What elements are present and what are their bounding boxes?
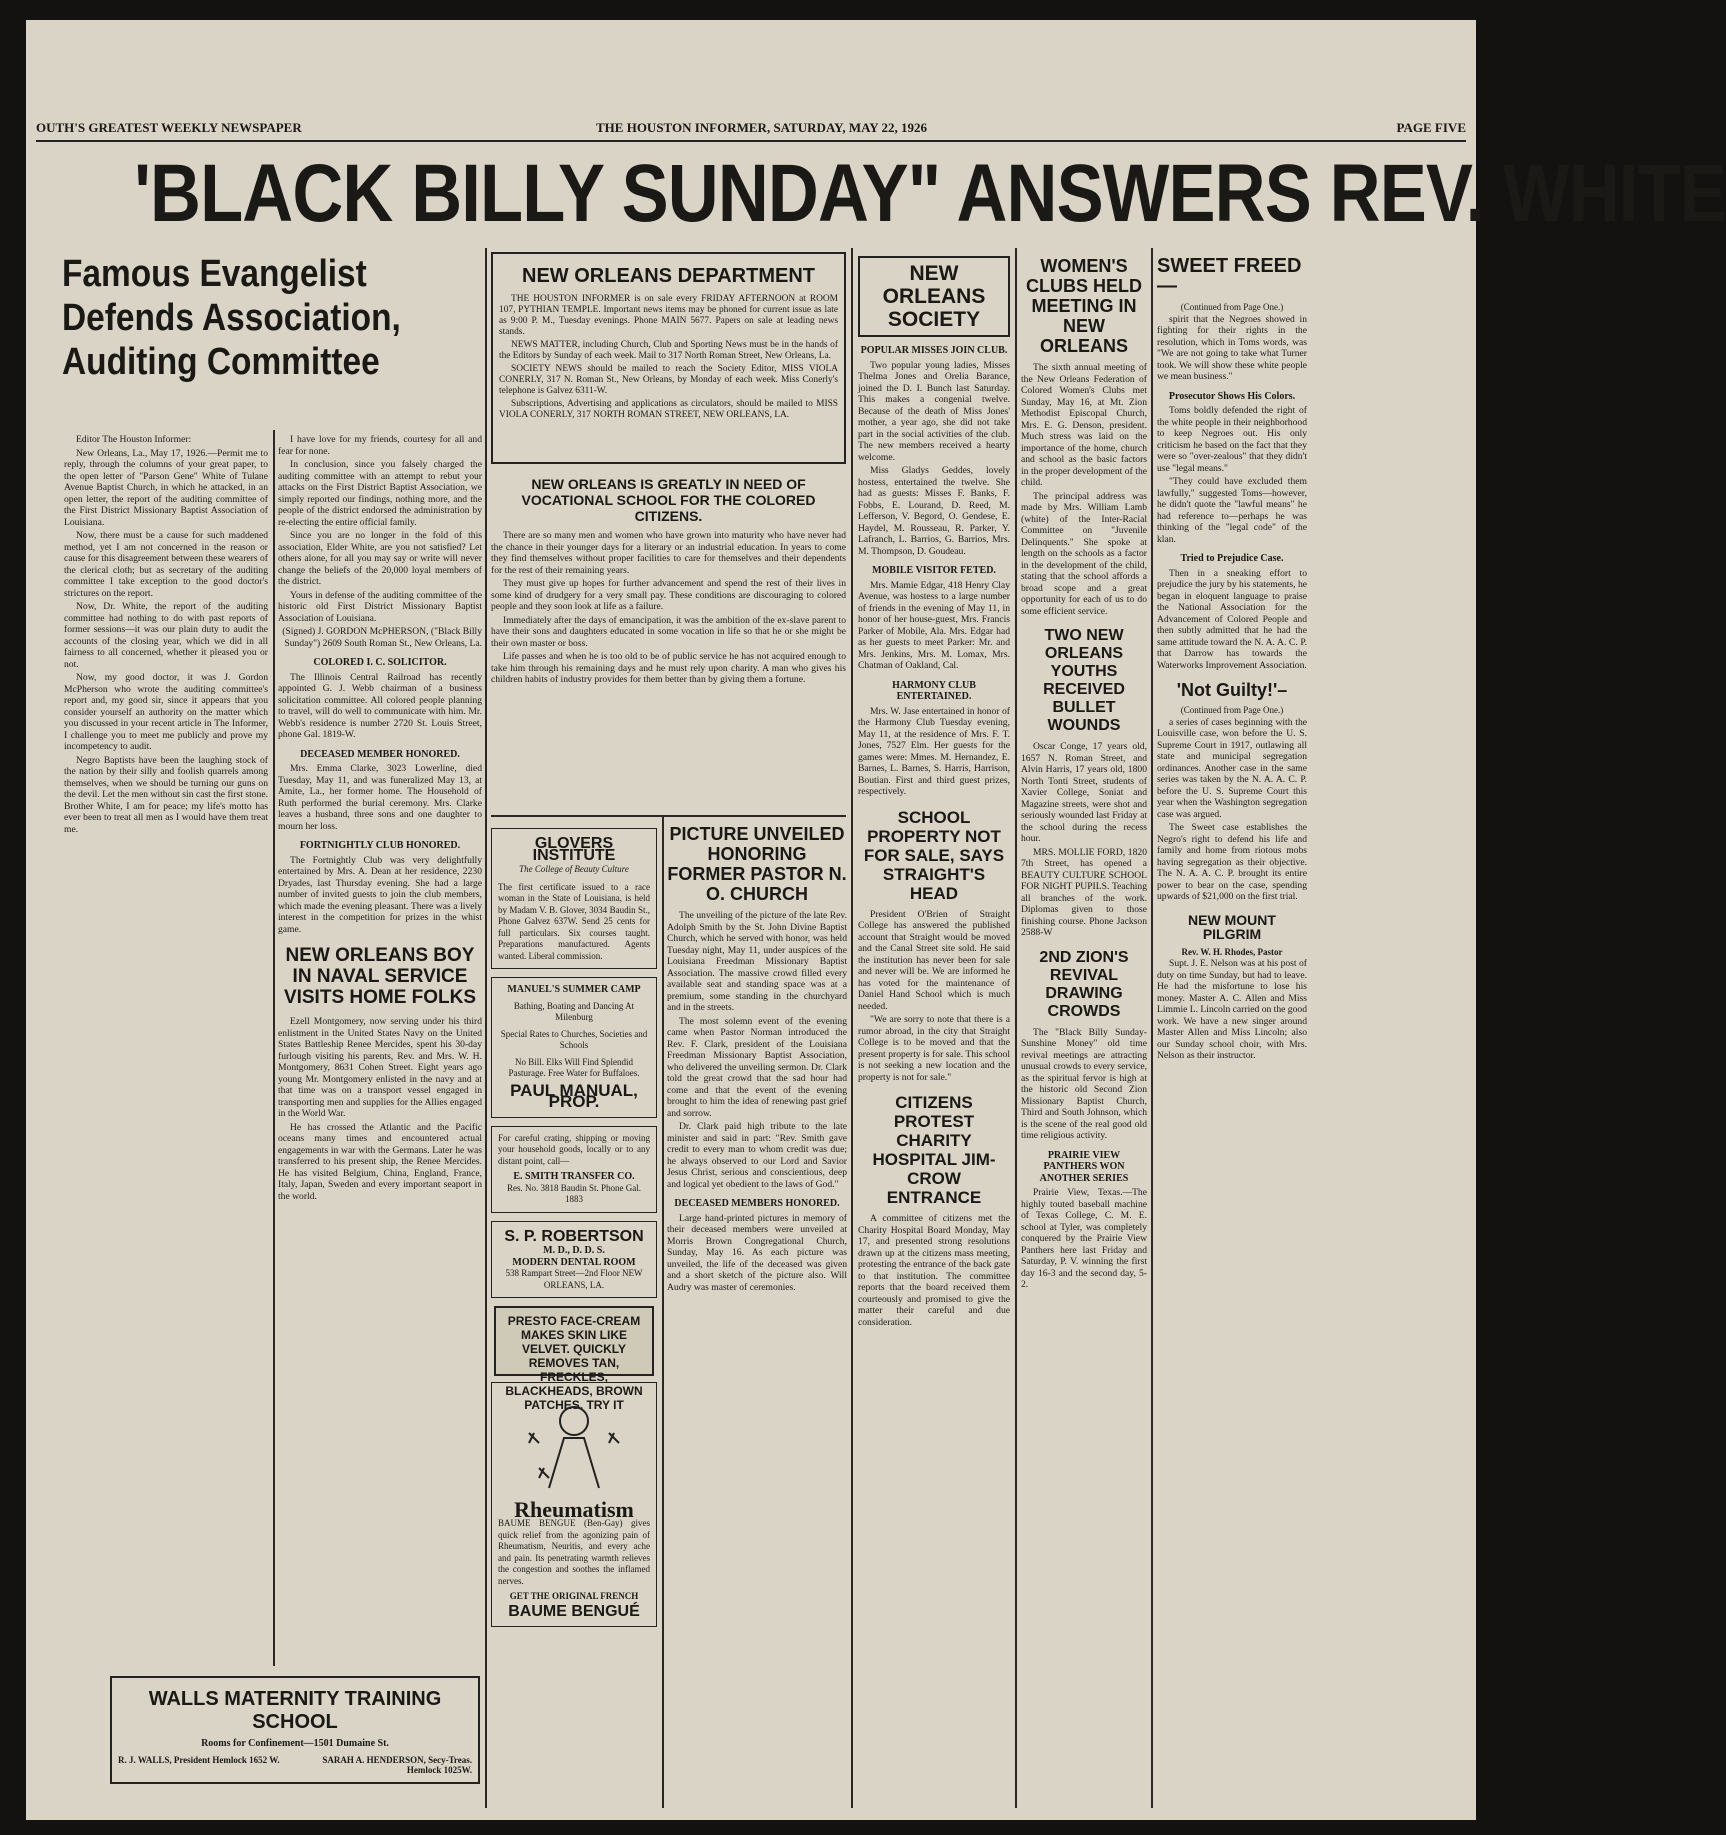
transfer-body: For careful crating, shipping or moving your household goods, locally or to any distant point, call— [498, 1132, 650, 1166]
masthead-tagline: OUTH'S GREATEST WEEKLY NEWSPAPER [36, 120, 302, 135]
womens-clubs-headline: WOMEN'S CLUBS HELD MEETING IN NEW ORLEANS [1026, 256, 1142, 356]
mount-pilgrim-headline: NEW MOUNT PILGRIM [1188, 911, 1276, 942]
paragraph: Large hand-printed pictures in memory of their deceased members were unveiled at Morris Brown Congregational Church, Sunday, May 16. As each picture was unveiled, the life of the deceased was given and a short sketch of the picture also. Will Audry was master of ceremonies. [667, 1212, 847, 1293]
evangelist-headline: Famous Evangelist Defends Association, Auditing Committee [62, 253, 401, 383]
paragraph: Now, Dr. White, the report of the auditing committee had nothing to do with past reports of former sessions—it was our plain duty to audit the accounts of the closing year, which we did in all fairness to all concerned, whether it pleased you or not. [64, 601, 268, 670]
charity-hospital-headline: CITIZENS PROTEST CHARITY HOSPITAL JIM-CROW ENTRANCE [872, 1093, 996, 1207]
paragraph: The "Black Billy Sunday-Sunshine Money" old time revival meetings are attracting unusual crowds to every service, as the spiritual fervor is high at the historic old Second Zion Missionary Baptist Church, Third and South Johnson, which is the scene of the real good old time religious activity. [1021, 1026, 1147, 1141]
paragraph: Editor The Houston Informer: [76, 434, 192, 445]
dentist-ad [491, 1221, 657, 1299]
paragraph: Mrs. W. Jase entertained in honor of the Harmony Club Tuesday evening, May 11, at the residence of Mrs. F. T. Jones, 7527 Elm. Her guests for the games were: Mmes. M. Hernandez, E. Barnes, L. Barnes, S. Harris, Harrison, Boutian. First and third guest prizes, respectively. [858, 705, 1010, 797]
paragraph: Toms boldly defended the right of the white people in their neighborhood to keep Negroes out. His only criticism he based on the fact that they were so "over-zealous" that they didn't use "legal means." [1157, 405, 1307, 474]
paragraph: Mrs. Emma Clarke, 3023 Lowerline, died Tuesday, May 11, and was funeralized May 13, at Amite, La., her former home. The Household of Ruth performed the burial ceremony. Mrs. Clarke leaves a husband, three sons and one daughter to mourn her loss. [278, 763, 482, 832]
rheumatism-title: Rheumatism [514, 1496, 634, 1522]
subhead: COLORED I. C. SOLICITOR. [313, 657, 447, 668]
society-title: NEW ORLEANS SOCIETY [858, 256, 1010, 337]
main-headline: 'BLACK BILLY SUNDAY" ANSWERS REV. WHITE [134, 148, 1726, 239]
picture-unveiled-article [667, 820, 847, 1810]
paragraph: I have love for my friends, courtesy for all and fear for none. [278, 434, 482, 457]
paragraph: The principal address was made by Mrs. William Lamb (white) of the Inter-Racial Committee on "Juvenile Delinquents." She spoke at length on the schools as a factor in the development of the child, stating that the school affords a broad scope and a great opportunity for each of us to do some efficient service. [1021, 490, 1147, 617]
paragraph: NEWS MATTER, including Church, Club and Sporting News must be in the hands of the Editors by Sunday of each week. Mail to 317 North Roman Street, New Orleans, La. [499, 340, 838, 361]
paragraph: A committee of citizens met the Charity Hospital Board Monday, May 17, and presented strong resolutions drawn up at the citizens mass meeting, protesting the entrance of the back gate to that institution. The committee reports that the board received them courteously and promised to give the matter their careful and due consideration. [858, 1213, 1010, 1328]
evangelist-letter-column-continued [278, 434, 482, 1664]
walls-ad-title: WALLS MATERNITY TRAINING SCHOOL [148, 1688, 442, 1733]
subhead: Tried to Prejudice Case. [1180, 553, 1284, 564]
paragraph: Dr. Clark paid high tribute to the late minister and said in part: "Rev. Smith gave credit to every man to whom credit was due; he always observed to our Lord and Savior Jesus Christ, serious and conscientious, deep and logical yet obedient to the laws of God." [667, 1121, 847, 1190]
not-guilty-headline: 'Not Guilty!'– [1176, 680, 1288, 700]
ads-column [491, 820, 657, 1810]
subhead: MOBILE VISITOR FETED. [872, 565, 996, 576]
continued-note: (Continued from Page One.) [1180, 705, 1284, 715]
camp-title: MANUEL'S SUMMER CAMP [507, 984, 641, 995]
paragraph: Then in a sneaking effort to prejudice the jury by his statements, he began in eloquent language to praise the National Association for the Advancement of Colored People and then subtly admitted that he had the same attitude toward the N. A. A. C. P. that Darrow has towards the Waterworks Improvement Association. [1157, 567, 1307, 671]
paragraph: a series of cases beginning with the Louisville case, won before the U. S. Supreme Court in 1917, outlawing all state and municipal segregation ordinances. Another case in the same series was taken by the N. A. A. C. P. before the U. S. Supreme Court this year when the Washington segregation case was argued. [1157, 716, 1307, 820]
masthead-page-number: PAGE FIVE [1396, 120, 1466, 135]
camp-line: Special Rates to Churches, Societies and Schools [500, 1028, 648, 1050]
rheumatism-brand: BAUME BENGUÉ [508, 1602, 640, 1620]
subhead: DECEASED MEMBERS HONORED. [674, 1198, 840, 1209]
paragraph: Immediately after the days of emancipation, it was the ambition of the ex-slave parent to have their sons and daughters educated in some vocation in life so that he or she might be their own master or boss. [491, 614, 846, 649]
evangelist-headline-block [62, 252, 482, 430]
subhead: PRAIRIE VIEW PANTHERS WON ANOTHER SERIES [1039, 1149, 1129, 1184]
paragraph: Negro Baptists have been the laughing stock of the nation by their silly and foolish quarrels among themselves, when we should be turning our guns on the devil. Let the men without sin cast the first stone. Brother White, I am for peace; my life's motto has ever been to treat all men as I would have them treat me. [64, 754, 268, 835]
glovers-body: The first certificate issued to a race woman in the State of Louisiana, is held by Madam V. B. Glover, 3034 Baudin St., Phone Galvez 637W. Send 25 cents for full particulars. Six courses taught. Preparations manufactured. Agents wanted. Liberal commission. [498, 881, 650, 961]
paragraph: The Illinois Central Railroad has recently appointed G. J. Webb chairman of a business solicitation committee. All colored people planning to travel, will do well to communicate with him. Mr. Webb's residence is number 2720 St. Louis Street, phone Gal. 1819-W. [278, 671, 482, 740]
rheumatism-body: BAUME BENGUE (Ben-Gay) gives quick relief from the agonizing pain of Rheumatism, Neuritis, and every ache and pain. Its penetrating warmth relieves the congestion and soothes the inflamed nerves. [498, 1518, 650, 1586]
dentist-address: 538 Rampart Street—2nd Floor NEW ORLEANS, LA. [505, 1268, 643, 1290]
paragraph: SOCIETY NEWS should be mailed to reach the Society Editor, MISS VIOLA CONERLY, 317 N. Roman St., New Orleans, by Monday of each week. Miss Conerly's telephone is Galvez 6311-W. [499, 364, 838, 396]
paragraph: The unveiling of the picture of the late Rev. Adolph Smith by the St. John Divine Baptist Church, which he served with honor, was held Tuesday night, May 11, under auspices of the Louisiana Freedman Missionary Baptist Association. The massive crowd filled every available seat and standing space was at a premium, some standing in the churchyard and in the streets. [667, 910, 847, 1013]
womens-clubs-column [1021, 252, 1147, 1808]
subhead: POPULAR MISSES JOIN CLUB. [860, 345, 1008, 356]
subhead: Prosecutor Shows His Colors. [1168, 390, 1296, 402]
sweet-freed-headline: SWEET FREED— [1157, 255, 1302, 297]
paragraph: Life passes and when he is too old to be of public service he has not acquired enough to take him through his remaining days and he must rely upon charity. A man who gives his children habits of industry provides for them better than by giving them a fortune. [491, 651, 846, 685]
bullet-wounds-headline: TWO NEW ORLEANS YOUTHS RECEIVED BULLET WOUNDS [1043, 627, 1125, 734]
naval-boy-headline: NEW ORLEANS BOY IN NAVAL SERVICE VISITS HOME FOLKS [283, 945, 477, 1008]
transfer-name: E. SMITH TRANSFER CO. [513, 1171, 635, 1182]
paragraph: President O'Brien of Straight College has answered the published account that Straight would be moved and the Canal Street site sold. He said the institution has never been for sale and never will be. We are informed he has voted for the maintenance of Daniel Hand School which is much needed. [858, 908, 1010, 1012]
aching-figure-icon [499, 1393, 649, 1493]
transfer-company-ad [491, 1126, 657, 1213]
subhead: FORTNIGHTLY CLUB HONORED. [299, 840, 461, 851]
paragraph: The most solemn event of the evening came when Pastor Norman introduced the Rev. F. Clark, president of the Louisiana Freedman Missionary Baptist Association, who delivered the unveiling sermon. Dr. Clark told the great crowd that the sad hour had come and that the event of the evening brought to him the idea of renewing past grief and sorrow. [667, 1015, 847, 1119]
paragraph: Yours in defense of the auditing committee of the historic old First District Missionary Baptist Association of Louisiana. [278, 589, 482, 624]
paragraph: spirit that the Negroes showed in fighting for their rights in the resolution, which in Toms words, was "We are not going to take what Turner took. We will show these white people we mean business." [1157, 313, 1307, 382]
dentist-name: S. P. ROBERTSON [504, 1227, 644, 1245]
camp-line: Bathing, Boating and Dancing At Milenburg [513, 1000, 635, 1022]
masthead-dateline: THE HOUSTON INFORMER, SATURDAY, MAY 22, 1926 [596, 120, 927, 135]
paragraph: The sixth annual meeting of the New Orleans Federation of Colored Women's Clubs met Sunday, May 16, at Mt. Zion Methodist Episcopal Church, Mrs. E. G. Denson, president. Much stress was laid on the importance of the home, church and school as the basic factors in the proper development of the child. [1021, 362, 1147, 488]
signature: (Signed) J. GORDON McPHERSON, ("Black Billy Sunday") 2609 South Roman St., New Orleans, La. [282, 626, 482, 649]
paragraph: Miss Gladys Geddes, lovely hostess, entertained the twelve. She had as guests: Misses F. Banks, F. Fobbs, E. Lourand, D. Reed, M. Lefferson, V. Begord, O. Gendese, E. Haydel, M. Rousseau, R. Parker, Y. Lafranch, L. Barrios, G. Barrios, Mrs. M. Thompson, D. Goudeau. [858, 465, 1010, 557]
paragraph: New Orleans, La., May 17, 1926.—Permit me to reply, through the columns of your great paper, to the open letter of "Parson Gene" White of Tulane Avenue Baptist Church, in which he attacked, in an open letter, the report of the auditing committee of the First District Missionary Baptist Association of Louisiana. [64, 447, 268, 528]
paragraph: Prairie View, Texas.—The highly touted baseball machine of Texas College, C. M. E. school at Tyler, was completely conquered by the Prairie View Panthers here last Friday and Saturday, P. V. winning the first day 16-3 and the second day, 5-2. [1021, 1187, 1147, 1290]
paragraph: Since you are no longer in the fold of this association, Elder White, are you not satisfied? Let others alone, for all you may say or write will never change the beliefs of the 20,000 loyal members of the district. [278, 530, 482, 587]
sweet-freed-column [1157, 252, 1307, 1808]
rheumatism-cta: GET THE ORIGINAL FRENCH [509, 1591, 639, 1601]
walls-ad-secretary: SARAH A. HENDERSON, Secy-Treas. Hemlock 1025W. [322, 1755, 472, 1775]
rheumatism-ad [491, 1382, 657, 1627]
manuels-camp-ad [491, 977, 657, 1118]
paragraph: Now, there must be a cause for such maddened method, yet I am not concerned in the reason or cause for this disagreement between these wearers of the clerical cloth; but as secretary of the auditing committee I take exception to the good doctor's strictures on the report. [64, 530, 268, 599]
paragraph: They must give up hopes for further advancement and spend the rest of their lives in some kind of drudgery for a very small pay. These conditions are discouraging to colored people and they soon look at life as a failure. [491, 578, 846, 612]
transfer-address: Res. No. 3818 Baudin St. Phone Gal. 1883 [507, 1182, 641, 1204]
walls-maternity-ad [110, 1676, 480, 1784]
evangelist-letter-column [64, 434, 268, 1664]
paragraph: MRS. MOLLIE FORD, 1820 7th Street, has opened a BEAUTY CULTURE SCHOOL FOR NIGHT PUPILS. Teaching all branches of the work. Diplomas given to those finishing course. Phone Jackson 2588-W [1021, 846, 1147, 938]
department-title: NEW ORLEANS DEPARTMENT [522, 265, 815, 287]
dentist-room: MODERN DENTAL ROOM [512, 1256, 636, 1268]
paragraph: The Sweet case establishes the Negro's right to defend his life and family and home from riotous mobs having segregation as their objective. The N. A. A. C. P. brought its entire power to bear on the case, spending upwards of $21,000 on the first trial. [1157, 822, 1307, 902]
presto-face-cream-icon: PRESTO FACE-CREAM MAKES SKIN LIKE VELVET. QUICKLY REMOVES TAN, FRECKLES, BLACKHEADS, BROWN PATCHES. TRY IT [494, 1306, 654, 1376]
paragraph: There are so many men and women who have grown into maturity who have never had the chance in their younger days for a literary or an industrial education. In years to come they find themselves without proper facilities to care for themselves and their dependents for the rest of their remaining years. [491, 530, 846, 576]
subhead: HARMONY CLUB ENTERTAINED. [892, 679, 976, 702]
paragraph: Two popular young ladies, Misses Thelma Jones and Orelia Barance, joined the D. I. Bunch last Saturday. This makes a congenial twelve. Because of the death of Miss Jones' mother, a year ago, she did not take part in the social activities of the club. The new members received a hearty welcome. [858, 359, 1010, 463]
masthead [36, 118, 1466, 142]
camp-proprietor: PAUL MANUAL, PROP. [510, 1080, 638, 1111]
paragraph: "They could have excluded them lawfully," suggested Toms—however, he didn't quote the "lawful means" he had reference to—perhaps he was thinking of the "legal code" of the klan. [1157, 476, 1307, 545]
pastor-line: Rev. W. H. Rhodes, Pastor [1181, 946, 1283, 957]
newspaper-page [26, 20, 1726, 1820]
paragraph: Mrs. Mamie Edgar, 418 Henry Clay Avenue, was hostess to a large number of friends in the evening of May 11, in honor of her house-guest, Mrs. Francis Parker of Mobile, Ala. Mrs. Edgar had as her guests to meet Parker: Mr. and Mrs. Jenkins, Mrs. M. Lomax, Mrs. Chatman of Oakland, Cal. [858, 579, 1010, 671]
new-orleans-society-column [858, 252, 1010, 1808]
vocational-headline: NEW ORLEANS IS GREATLY IN NEED OF VOCATIONAL SCHOOL FOR THE COLORED CITIZENS. [521, 476, 816, 524]
vocational-school-article [491, 472, 846, 810]
subhead: DECEASED MEMBER HONORED. [300, 748, 460, 760]
paragraph: The Fortnightly Club was very delightfully entertained by Mrs. A. Dean at her residence, 2230 Dryades, last Thursday evening. She had a large number of invited guests to join the club members, which made the evening pleasant. There was a lively interest in the competition for prizes in the whist game. [278, 854, 482, 935]
revival-headline: 2ND ZION'S REVIVAL DRAWING CROWDS [1039, 948, 1129, 1020]
paragraph: Subscriptions, Advertising and applications as circulators, should be mailed to MISS VIOLA CONERLY, 317 NORTH ROMAN STREET, NEW ORLEANS, LA. [499, 399, 838, 420]
school-property-headline: SCHOOL PROPERTY NOT FOR SALE, SAYS STRAIGHT'S HEAD [863, 807, 1005, 903]
camp-line: No Bill. Elks Will Find Splendid Pasturage. Free Water for Buffaloes. [508, 1056, 640, 1078]
right-edge-column [1314, 252, 1464, 1808]
glovers-institute-ad [491, 828, 657, 969]
dentist-degree: M. D., D. D. S. [543, 1245, 605, 1256]
paragraph: THE HOUSTON INFORMER is on sale every FRIDAY AFTERNOON at ROOM 107, PYTHIAN TEMPLE. Important news items may be phoned for current issue as late as 9:00 P. M., Tuesday evenings. Phone MAIN 5677. Papers on sale at leading news stands. [499, 294, 838, 337]
paragraph: In conclusion, since you falsely charged the auditing committee with an attempt to rebut your attacks on the First District Baptist Association, we simply reported our findings, nothing more, and the people of the district endorsed the administration by re-electing the entire official family. [278, 459, 482, 528]
picture-unveiled-headline: PICTURE UNVEILED HONORING FORMER PASTOR N. O. CHURCH [667, 824, 847, 904]
new-orleans-department-box [491, 252, 846, 464]
glovers-subtitle: The College of Beauty Culture [519, 864, 629, 874]
glovers-title: GLOVERS INSTITUTE [532, 835, 616, 864]
paragraph: Ezell Montgomery, now serving under his third enlistment in the United States Navy on the United States Battleship Renee Mercides, spent his 30-day furlough visiting his parents, Rev. and Mrs. W. H. Montgomery, 8631 Cohen Street. Eight years ago young Mr. Montgomery enlisted in the navy and at that time was on a transport vessel engaged in transporting men and supplies for the Allies engaged in the World War. [278, 1016, 482, 1119]
paragraph: "We are sorry to note that there is a rumor abroad, in the city that Straight College is to be moved and that the present property is for sale. This school is not seeking a new location and the property is not for sale." [858, 1014, 1010, 1083]
walls-ad-president: R. J. WALLS, President Hemlock 1652 W. [118, 1755, 280, 1765]
paragraph: He has crossed the Atlantic and the Pacific oceans many times and encountered actual engagements in war with the Germans. Later he was transferred to his present ship, the Renee Mercides. He has visited Belgium, China, England, France, Italy, Japan, Sweden and every important seaport in the world. [278, 1121, 482, 1202]
walls-ad-address: Rooms for Confinement—1501 Dumaine St. [201, 1738, 389, 1749]
paragraph: Oscar Conge, 17 years old, 1657 N. Roman Street, and Alvin Harris, 17 years old, 1800 North Tonti Street, students of Xavier College, Soniat and Magazine streets, were shot and seriously wounded last Friday at the school during the recess hour. [1021, 741, 1147, 844]
paragraph: Now, my good doctor, it was J. Gordon McPherson who wrote the auditing committee's report and, my good sir, since it appears that you consider yourself an authority on the matter which you discussed in your recent article in The Informer, I challenge you to meet me publicly and prove my incompetency to audit. [64, 672, 268, 752]
continued-note: (Continued from Page One.) [1180, 302, 1284, 312]
paragraph: Supt. J. E. Nelson was at his post of duty on time Sunday, but had to leave. He had the misfortune to lose his money. Master A. C. Allen and Miss Limmie L. Lincoln carried on the good work. We have a new singer around Master Allen and Miss Lincoln; also our Sunday school choir, with Mrs. Nelson as their instructor. [1157, 958, 1307, 1061]
